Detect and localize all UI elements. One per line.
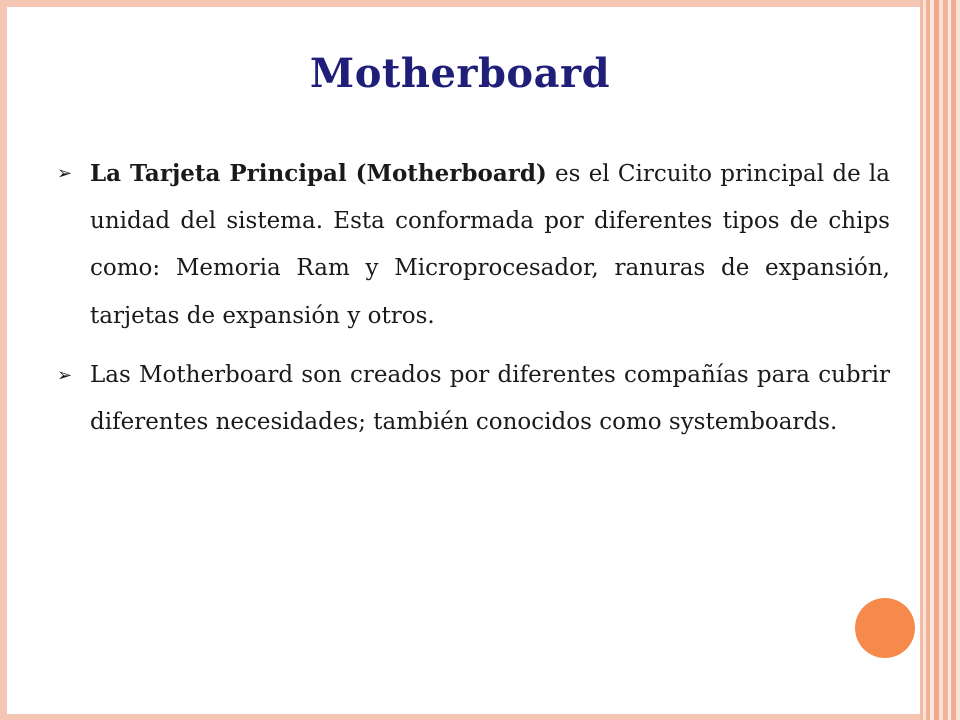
frame-left-border — [0, 0, 7, 720]
frame-bottom-border — [0, 714, 920, 720]
bullet-2-text: Las Motherboard son creados por diferentes compañías para cubrir diferentes necesidades; también conocidos como systemboards. — [90, 361, 890, 436]
bullet-item-2 — [57, 352, 890, 446]
bullet-item-1 — [57, 150, 890, 340]
frame-top-border — [0, 0, 920, 7]
slide-title: Motherboard — [309, 50, 611, 97]
bullet-1-bold-text: La Tarjeta Principal (Motherboard) — [90, 160, 547, 187]
decorative-stripes — [920, 0, 960, 720]
bullet-1-text: es el Circuito principal de la unidad del sistema. Esta conformada por diferentes tipos de chips como: Memoria Ram y Microprocesador, ranuras de expansión, tarjetas de expansión y otros. — [90, 161, 890, 329]
arrow-bullet-icon: ➢ — [57, 364, 73, 386]
arrow-bullet-icon: ➢ — [57, 163, 73, 184]
bullet-list — [57, 150, 890, 446]
orange-circle-decoration — [855, 598, 915, 658]
